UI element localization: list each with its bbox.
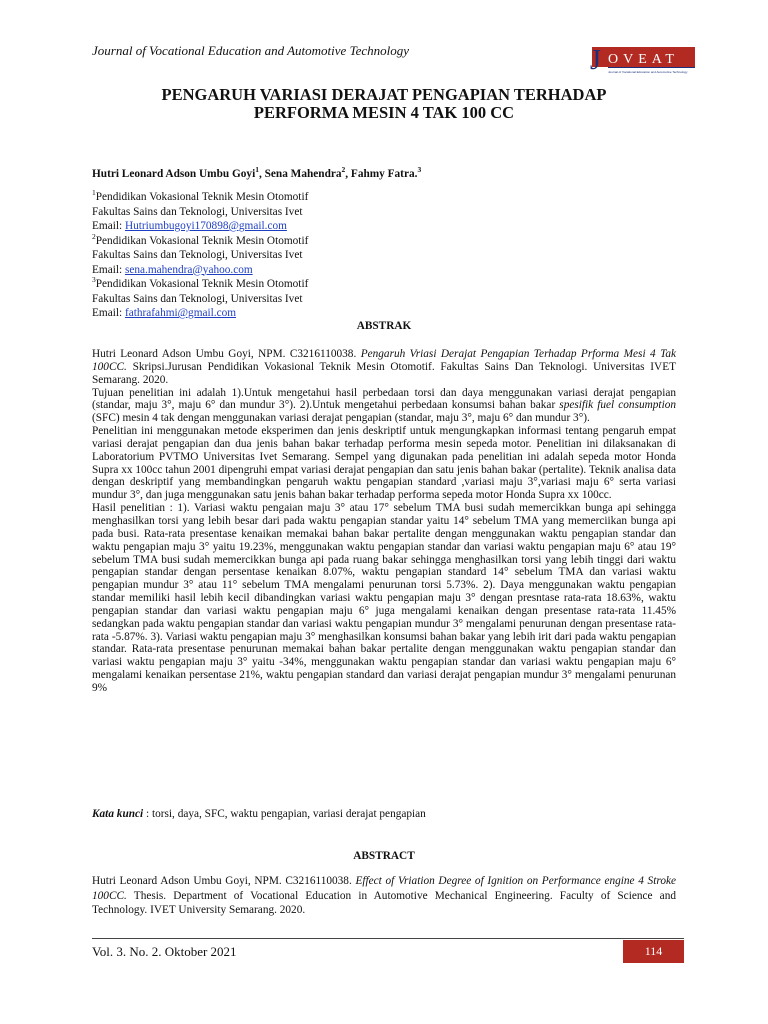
email-link[interactable]: sena.mahendra@yahoo.com <box>124 263 253 276</box>
journal-logo <box>588 42 695 76</box>
affiliation-dept-text: Pendidikan Vokasional Teknik Mesin Otomotif <box>95 191 309 203</box>
affiliation-sup: 1 <box>92 188 96 198</box>
affiliation-email <box>92 306 308 321</box>
affiliation-faculty: Fakultas Sains dan Teknologi, Universitas Ivet <box>92 249 303 261</box>
email-link[interactable]: fathrafahmi@gmail.com <box>124 307 237 319</box>
affiliation-dept <box>92 277 308 292</box>
keywords-label: Kata kunci <box>92 808 144 820</box>
citation-text: Hutri Leonard Adson Umbu Goyi, NPM. C3216110038. <box>92 348 361 360</box>
author-3: Fahmy Fatra. <box>350 168 418 180</box>
title-line-2: PERFORMA MESIN 4 TAK 100 CC <box>253 103 515 122</box>
abstrak-paragraph-purpose <box>92 387 676 426</box>
keywords-text: : torsi, daya, SFC, waktu pengapian, variasi derajat pengapian <box>143 808 426 820</box>
footer-volume: Vol. 3. No. 2. Oktober 2021 <box>92 944 237 959</box>
author-3-sup: 3 <box>417 165 422 175</box>
citation-title: Pengaruh Vriasi Derajat Pengapian Terhadap Prforma Mesi 4 Tak 100CC. <box>92 348 676 373</box>
svg-text:OVEAT: OVEAT <box>608 52 679 67</box>
page-number: 114 <box>623 940 684 963</box>
paragraph-italic: spesifik fuel consumption <box>559 399 677 412</box>
citation-text: Hutri Leonard Adson Umbu Goyi, NPM. C3216110038. <box>92 875 356 887</box>
author-2-sup: 2 <box>341 165 346 175</box>
paragraph-text: (SFC) mesin 4 tak dengan menggunakan variasi derajat pengapian (standar, maju 3°, maju 6° dan mundur 3°). <box>92 412 590 425</box>
abstrak-heading: ABSTRAK <box>356 320 412 332</box>
email-label: Email: <box>92 263 125 276</box>
keywords <box>92 808 426 820</box>
affiliation-sup: 3 <box>92 275 96 285</box>
affiliation-email <box>92 263 308 278</box>
abstrak-paragraph-results: Hasil penelitian : 1). Variasi waktu pengaian maju 3° atau 17° sebelum TMA busi sudah memercikkan bunga api sehingga menghasilkan torsi yang lebih besar dari pada waktu pengapian standar yaitu 14° sebelum TMA yang memerciikan bunga api pada busi. Rata-rata presentase kenaikan memakai bahan bakar pertalite dengan menggunakan waktu pengapian standar dan waktu pengapian maju 3° yaitu 19.23%, menggunakan waktu pengapian standar dan variasi waktu pengapian maju 6° atau 19° sebelum TMA busi sudah memercikkan bunga api pada ruang bakar sehingga menghasilkan torsi yang lebih tinggi dari waktu pengapian standar dengan persentase kenaikan 8.07%, waktu pengapian standard 14° sebelum TMA dan variasi waktu pengapian mundur 3° atau 11° sebelum TMA mengalami penurunan torsi 5.73%. 2). Daya menggunakan waktu pengapian standar memiliki hasil lebih kecil dibandingkan variasi waktu pengapian maju 3° dengan presntase rata-rata 18.63%, waktu pengapian standar dan variasi waktu pengapian maju 6° juga mengalami kenaikan dengan presentase rata-rata 11.45% sedangkan pada waktu pengapian standar dan variasi waktu pengapian mundur 3° mengalami penurunan dengan presentase rata-rata -5.87%. 3). Variasi waktu pengapian maju 3° menghasilkan konsumsi bahan bakar yang lebih irit dari pada waktu pengapian standar. Rata-rata presentase penurunan memakai bahan bakar pertalite dengan menggunakan waktu pengapian standar dan variasi waktu pengapian maju 3° yaitu -34%, menggunakan waktu pengapian standar dan variasi waktu pengapian maju 6° mengalami kenaikan persentase 21%, waktu pengapian standard dan variasi derajat pengapian mundur 3° mengalami penurunan 9% <box>92 502 676 694</box>
author-sep: , <box>258 168 265 180</box>
author-sep: , <box>345 168 351 180</box>
abstract-body <box>92 874 676 918</box>
abstrak-citation <box>92 348 676 387</box>
affiliations <box>92 190 308 321</box>
affiliation-email <box>92 219 308 234</box>
affiliation-dept-text: Pendidikan Vokasional Teknik Mesin Otomotif <box>95 234 309 247</box>
abstract-heading: ABSTRACT <box>353 850 415 862</box>
svg-text:J: J <box>590 45 601 76</box>
author-1-sup: 1 <box>255 165 259 175</box>
abstract-citation <box>92 874 676 918</box>
svg-text:Journal of Vocational Educatio: Journal of Vocational Education and Automotive Technology <box>608 70 688 74</box>
citation-rest: Skripsi.Jurusan Pendidikan Vokasional Teknik Mesin Otomotif. Fakultas Sains Dan Teknologi. Universitas IVET Semarang. 2020. <box>92 360 676 386</box>
title-line-1: PENGARUH VARIASI DERAJAT PENGAPIAN TERHADAP <box>161 85 607 104</box>
author-list <box>92 165 422 180</box>
affiliation-sup: 2 <box>92 231 96 241</box>
email-link[interactable]: Hutriumbugoyi170898@gmail.com <box>124 220 287 232</box>
journal-name: Journal of Vocational Education and Automotive Technology <box>92 43 410 58</box>
author-2: Sena Mahendra <box>264 168 342 180</box>
affiliation-dept-text: Pendidikan Vokasional Teknik Mesin Otomotif <box>95 278 309 290</box>
abstrak-paragraph-method: Penelitian ini menggunakan metode eksperimen dan jenis deskriptif untuk mengungkapkan informasi tentang pengaruh empat variasi derajat pengapian dan dua jenis bahan bakar terhadap performa mesin sepeda motor. Penelitian ini dilaksanakan di Laboratorium PVTMO Universitas Ivet Semarang. Sempel yang digunakan pada penelitian ini adalah sepeda motor Honda Supra xx 100cc tahun 2001 dipengruhi empat variasi derajat pengapian dan satu jenis bahan bakar (pertalite). Teknik analisa data dengan deskriptif yang membandingkan pengaruh waktu pengapian standard ,variasi maju 3°,variasi maju 6° serta variasi mundur 3°, dan juga menggunakan satu jenis bahan bakar terhadap performa sepeda motor Honda Supra xx 100cc. <box>92 425 676 502</box>
affiliation-dept <box>92 231 309 249</box>
author-1: Hutri Leonard Adson Umbu Goyi <box>92 168 256 180</box>
abstrak-body <box>92 348 676 695</box>
email-label: Email: <box>92 307 125 319</box>
affiliation-faculty: Fakultas Sains dan Teknologi, Universitas Ivet <box>92 205 303 218</box>
footer-divider <box>92 938 684 939</box>
citation-rest: Thesis. Department of Vocational Education in Automotive Mechanical Engineering. Faculty of Science and Technology. IVET University Semarang. 2020. <box>92 889 676 916</box>
paragraph-text: Tujuan penelitian ini adalah 1).Untuk mengetahui hasil perbedaan torsi dan daya menggunakan variasi derajat pengapian (standar, maju 3°, maju 6° dan mundur 3°). 2).Untuk mengetahui perbedaan konsumsi bahan bakar <box>92 386 676 412</box>
email-label: Email: <box>92 220 125 232</box>
citation-title: Effect of Vriation Degree of Ignition on Performance engine 4 Stroke 100CC. <box>92 875 676 902</box>
affiliation-faculty: Fakultas Sains dan Teknologi, Universitas Ivet <box>92 292 303 305</box>
affiliation-dept <box>92 190 308 205</box>
paper-title <box>92 86 676 122</box>
